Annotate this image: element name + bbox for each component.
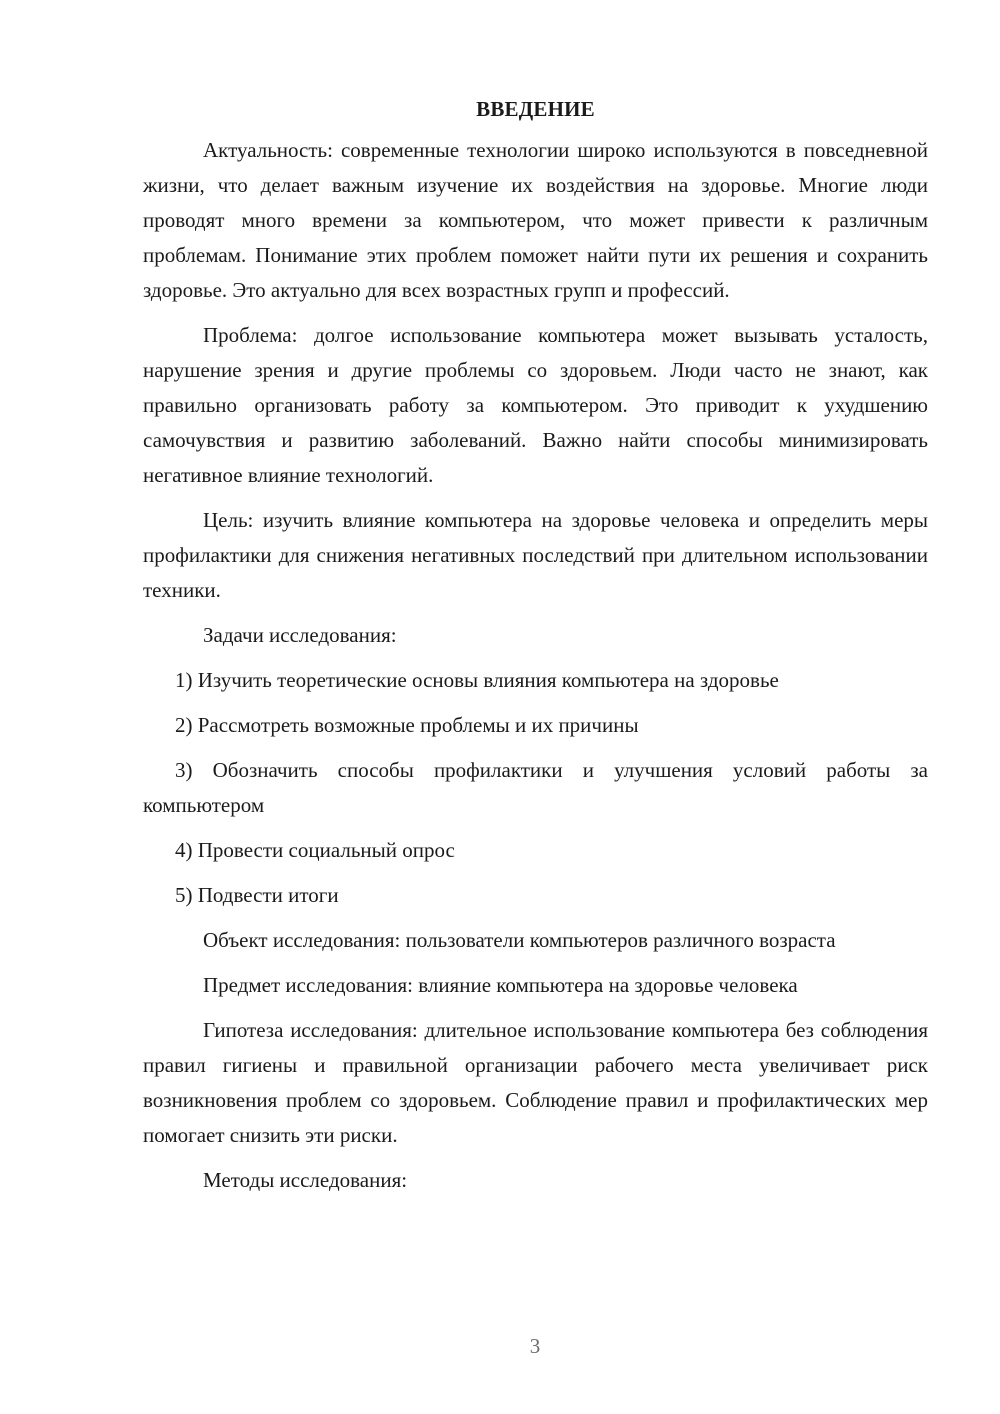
paragraph-subject: Предмет исследования: влияние компьютера на здоровье человека xyxy=(203,973,798,997)
methods-heading: Методы исследования: xyxy=(203,1168,408,1192)
task-item-4: 4) Провести социальный опрос xyxy=(175,838,455,862)
paragraph-relevance: Актуальность: современные технологии широко используются в повседневной жизни, что делает важным изучение их воздействия на здоровье. Многие люди проводят много времени за компьютером, что может привести к различным проблемам. Понимание этих проблем поможет найти пути их решения и сохранить здоровье. Это актуально для всех возрастных групп и профессий. xyxy=(143,138,928,302)
task-item-1: 1) Изучить теоретические основы влияния компьютера на здоровье xyxy=(175,668,779,692)
paragraph-problem: Проблема: долгое использование компьютера может вызывать усталость, нарушение зрения и другие проблемы со здоровьем. Люди часто не знают, как правильно организовать работу за компьютером. Это приводит к ухудшению самочувствия и развитию заболеваний. Важно найти способы минимизировать негативное влияние технологий. xyxy=(143,323,928,487)
paragraph-goal: Цель: изучить влияние компьютера на здоровье человека и определить меры профилактики для снижения негативных последствий при длительном использовании техники. xyxy=(143,508,928,602)
paragraph-hypothesis: Гипотеза исследования: длительное использование компьютера без соблюдения правил гигиены и правильной организации рабочего места увеличивает риск возникновения проблем со здоровьем. Соблюдение правил и профилактических мер помогает снизить эти риски. xyxy=(143,1018,928,1147)
section-title: ВВЕДЕНИЕ xyxy=(476,97,595,121)
task-item-2: 2) Рассмотреть возможные проблемы и их причины xyxy=(175,713,639,737)
page-number: 3 xyxy=(529,1334,541,1358)
paragraph-object: Объект исследования: пользователи компьютеров различного возраста xyxy=(203,928,836,952)
tasks-heading: Задачи исследования: xyxy=(203,623,397,647)
document-page xyxy=(143,92,928,1208)
task-item-3: 3) Обозначить способы профилактики и улучшения условий работы за компьютером xyxy=(143,758,928,817)
task-item-5: 5) Подвести итоги xyxy=(175,883,339,907)
